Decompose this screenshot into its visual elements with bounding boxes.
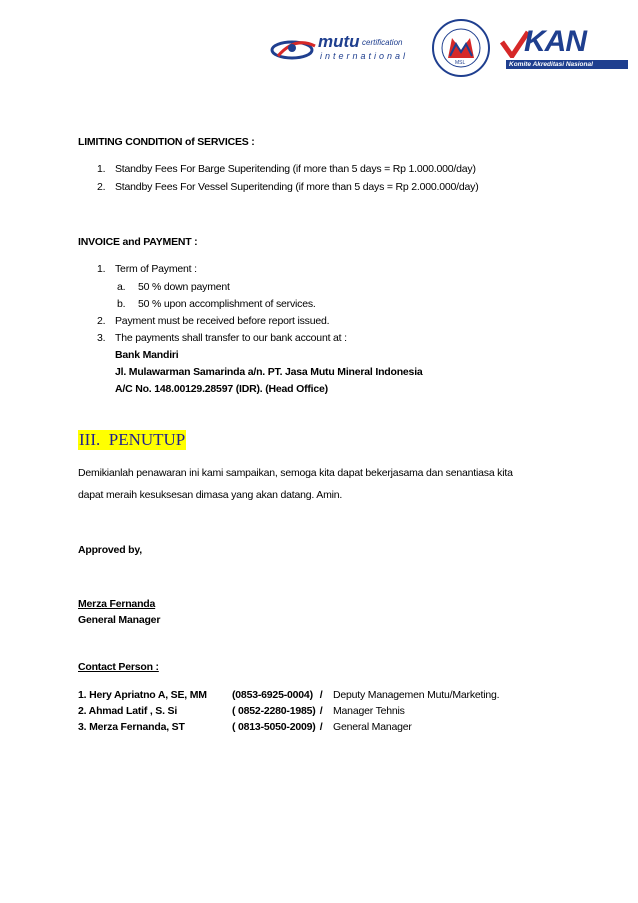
- invoice-subitem-letter: a.: [117, 281, 126, 293]
- invoice-subitem-text: 50 % down payment: [138, 281, 230, 293]
- mutu-logo-text: mutu: [318, 32, 360, 51]
- invoice-item-text: Payment must be received before report issued.: [115, 315, 330, 327]
- seal-center-text: MSL: [455, 60, 466, 66]
- inspection-seal-logo: [428, 18, 494, 78]
- invoice-item-text: Term of Payment :: [115, 263, 197, 275]
- contact-phone: (0853-6925-0004): [232, 689, 313, 701]
- contact-role: Manager Tehnis: [333, 705, 405, 717]
- account-number: A/C No. 148.00129.28597 (IDR). (Head Office): [115, 383, 328, 395]
- contact-separator: /: [317, 721, 326, 733]
- contact-name: 2. Ahmad Latif , S. Si: [78, 705, 178, 717]
- mutu-logo-sub2: international: [320, 51, 409, 61]
- closing-paragraph-line: dapat meraih kesuksesan dimasa yang akan datang. Amin.: [78, 489, 343, 501]
- contact-separator: /: [317, 705, 326, 717]
- contact-role: Deputy Managemen Mutu/Marketing.: [333, 689, 500, 701]
- invoice-heading: INVOICE and PAYMENT :: [78, 236, 198, 248]
- invoice-item-num: 2.: [97, 315, 106, 327]
- contact-separator: /: [317, 689, 326, 701]
- account-holder: Jl. Mulawarman Samarinda a/n. PT. Jasa Mutu Mineral Indonesia: [115, 366, 423, 378]
- limiting-item-num: 1.: [97, 163, 106, 175]
- signer-title: General Manager: [78, 614, 161, 626]
- invoice-subitem-letter: b.: [117, 298, 126, 310]
- mutu-logo-sub: certification: [362, 38, 403, 47]
- kan-logo-sub: Komite Akreditasi Nasional: [506, 60, 628, 69]
- contact-phone: ( 0852-2280-1985): [232, 705, 316, 717]
- limiting-item-text: Standby Fees For Barge Superitending (if more than 5 days = Rp 1.000.000/day): [115, 163, 476, 175]
- contact-phone: ( 0813-5050-2009): [232, 721, 316, 733]
- contact-role: General Manager: [333, 721, 412, 733]
- limiting-heading: LIMITING CONDITION of SERVICES :: [78, 136, 255, 148]
- contact-name: 1. Hery Apriatno A, SE, MM: [78, 689, 207, 701]
- kan-logo-text: KAN: [524, 25, 586, 58]
- limiting-item-num: 2.: [97, 181, 106, 193]
- invoice-subitem-text: 50 % upon accomplishment of services.: [138, 298, 316, 310]
- contact-name: 3. Merza Fernanda, ST: [78, 721, 185, 733]
- limiting-item-text: Standby Fees For Vessel Superitending (if more than 5 days = Rp 2.000.000/day): [115, 181, 479, 193]
- invoice-item-text: The payments shall transfer to our bank account at :: [115, 332, 347, 344]
- contact-heading: Contact Person :: [78, 661, 159, 673]
- bank-name: Bank Mandiri: [115, 349, 179, 361]
- closing-paragraph-line: Demikianlah penawaran ini kami sampaikan, semoga kita dapat bekerjasama dan senantiasa kita: [78, 467, 513, 479]
- section-title: III. PENUTUP: [79, 430, 186, 449]
- invoice-item-num: 3.: [97, 332, 106, 344]
- signer-name: Merza Fernanda: [78, 598, 156, 610]
- approved-by-label: Approved by,: [78, 544, 142, 556]
- invoice-item-num: 1.: [97, 263, 106, 275]
- header-logos: [270, 18, 620, 78]
